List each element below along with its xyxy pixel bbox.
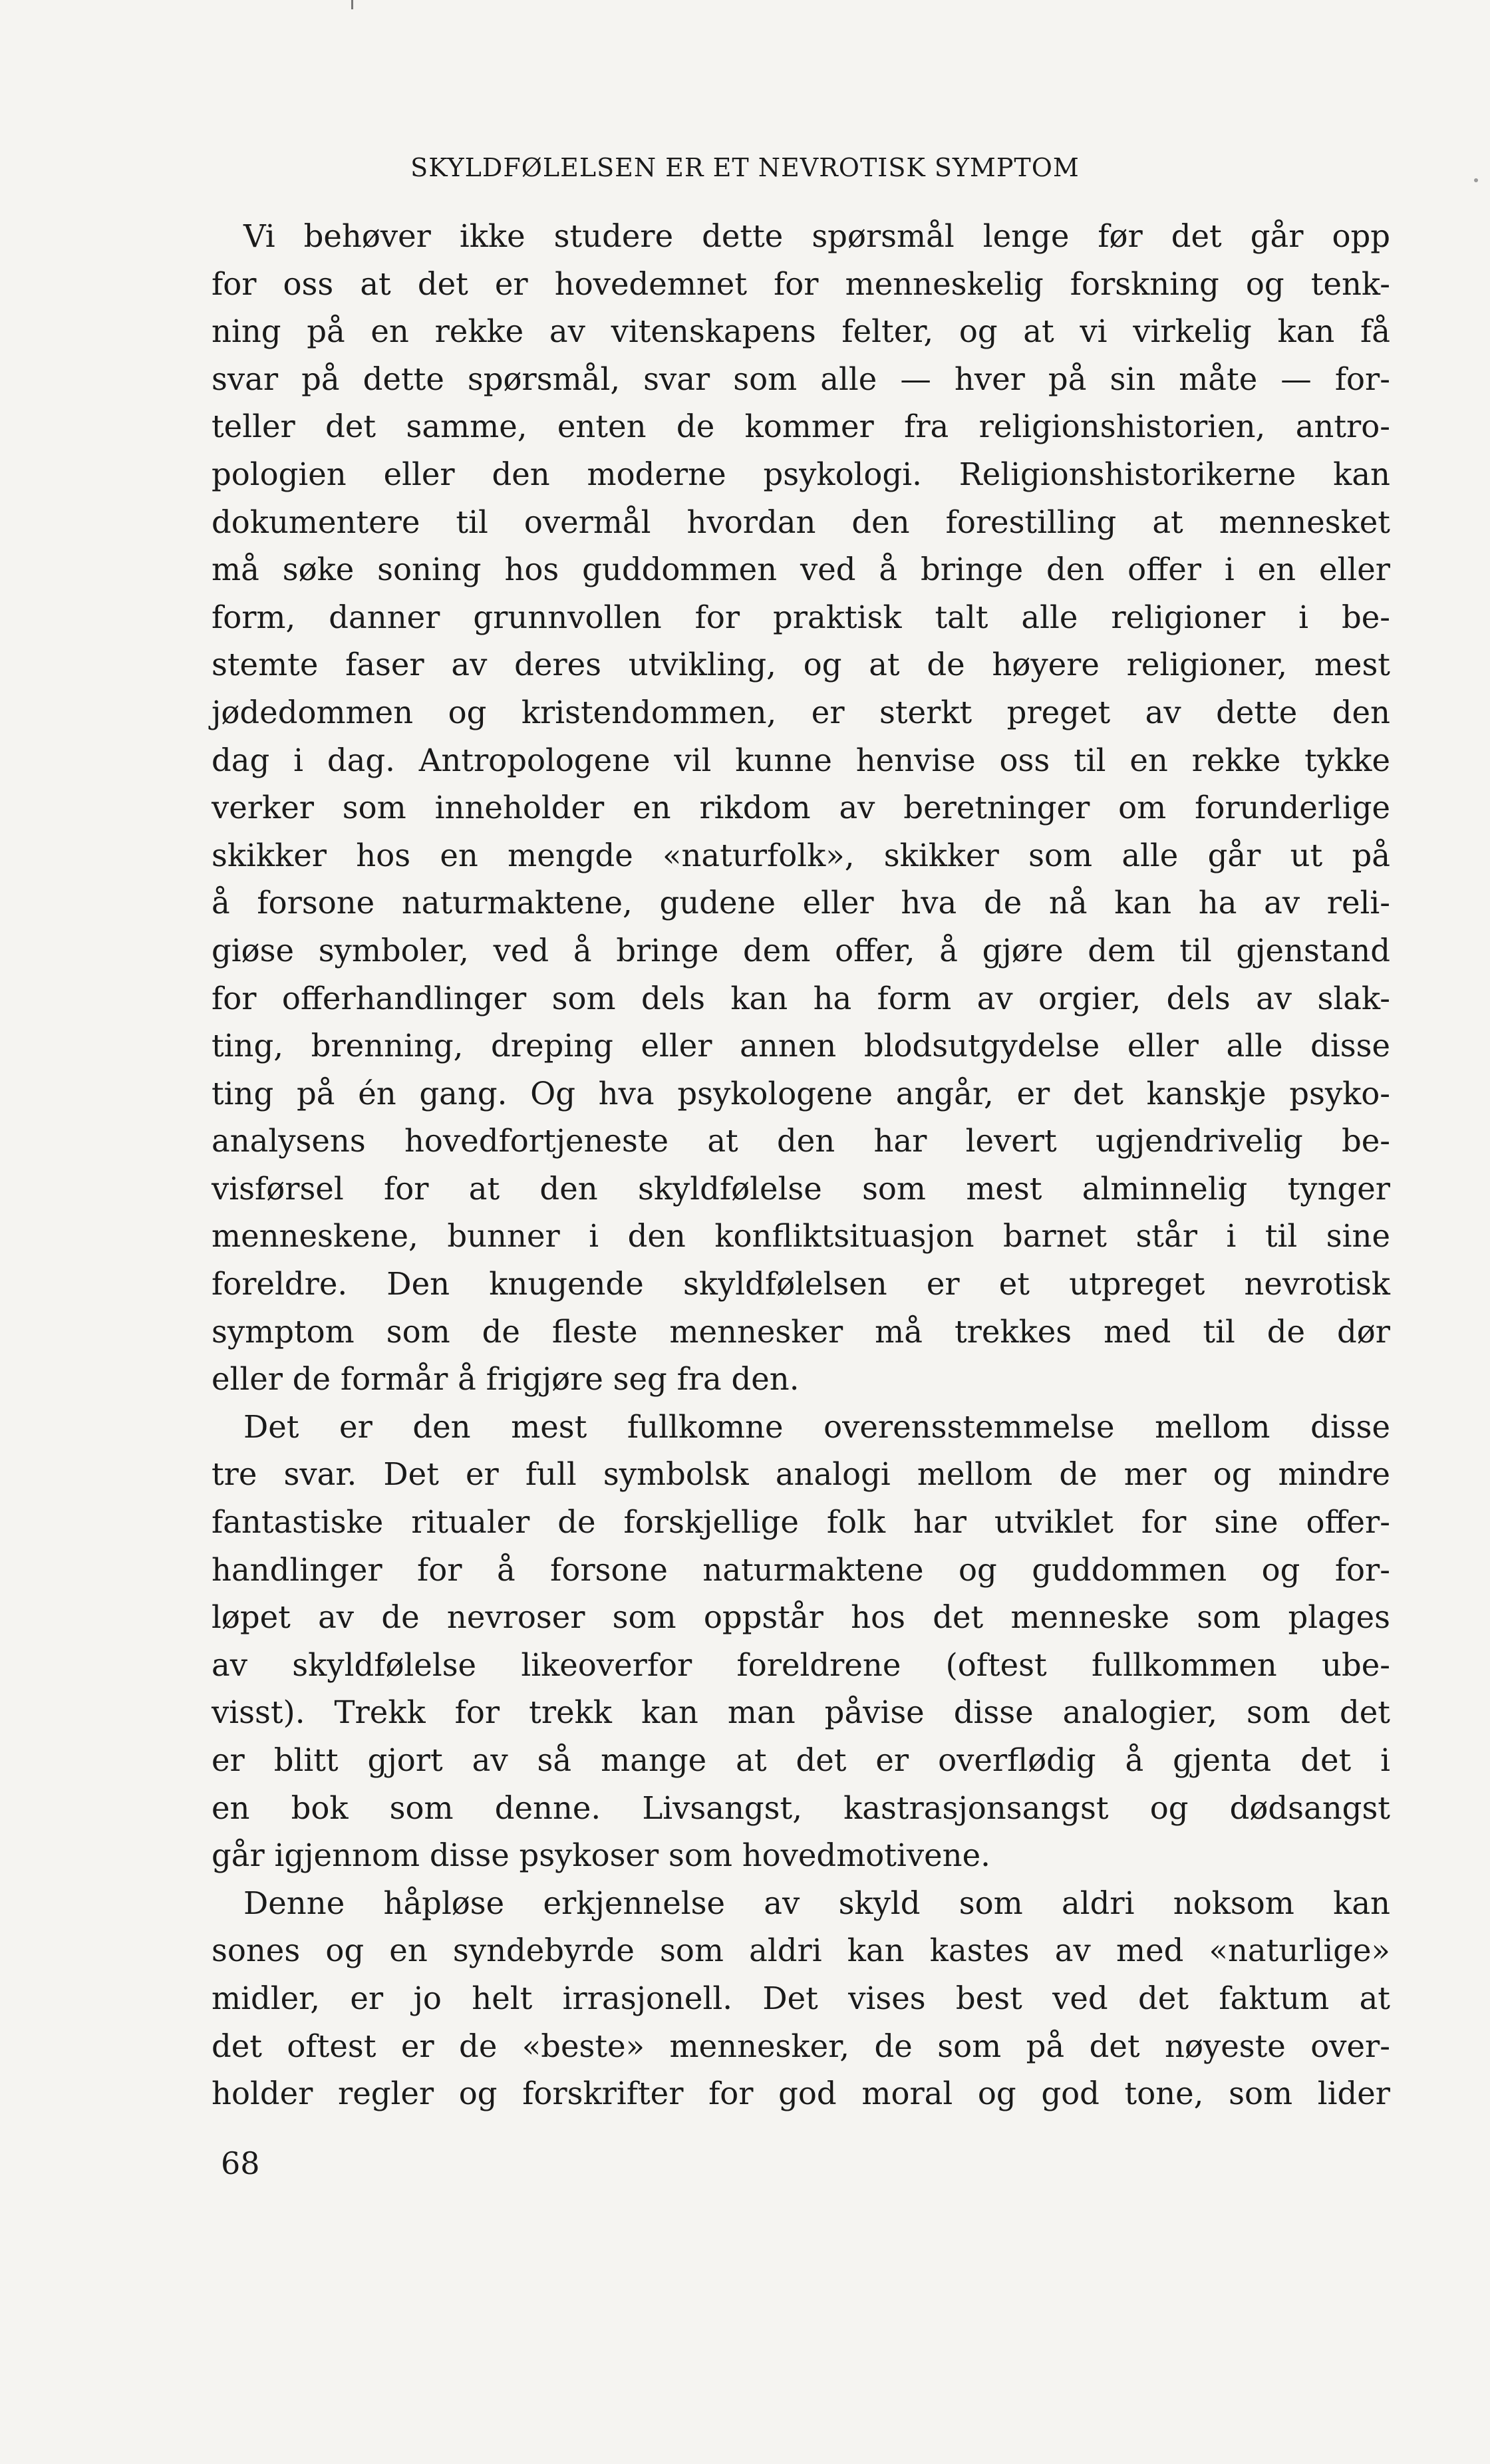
text-line: verker som inneholder en rikdom av beretninger om forunderlige <box>212 790 1390 826</box>
text-line: foreldre. Den knugende skyldfølelsen er et utpreget nevrotisk <box>212 1266 1390 1303</box>
text-line: det oftest er de «beste» mennesker, de som på det nøyeste over- <box>212 2028 1390 2064</box>
text-line: Vi behøver ikke studere dette spørsmål lenge før det går opp <box>243 218 1390 254</box>
text-line: handlinger for å forsone naturmaktene og guddommen og for- <box>212 1551 1390 1588</box>
text-line: for oss at det er hovedemnet for menneskelig forskning og tenk- <box>212 265 1390 302</box>
text-line: symptom som de fleste mennesker må trekkes med til de dør <box>212 1313 1390 1350</box>
text-line: går igjennom disse psykoser som hovedmotivene. <box>212 1837 990 1874</box>
text-line: stemte faser av deres utvikling, og at de høyere religioner, mest <box>212 647 1390 683</box>
text-line: Denne håpløse erkjennelse av skyld som aldri noksom kan <box>243 1885 1390 1921</box>
text-line: dag i dag. Antropologene vil kunne henvise oss til en rekke tykke <box>212 742 1390 778</box>
text-line: er blitt gjort av så mange at det er overflødig å gjenta det i <box>212 1742 1390 1778</box>
text-line: giøse symboler, ved å bringe dem offer, å gjøre dem til gjenstand <box>212 932 1390 969</box>
text-line: ning på en rekke av vitenskapens felter, og at vi virkelig kan få <box>212 313 1390 350</box>
text-line: form, danner grunnvollen for praktisk talt alle religioner i be- <box>212 599 1390 635</box>
text-line: må søke soning hos guddommen ved å bringe den offer i en eller <box>212 551 1390 588</box>
text-line: eller de formår å frigjøre seg fra den. <box>212 1361 800 1398</box>
text-line: Det er den mest fullkomne overensstemmelse mellom disse <box>243 1408 1390 1445</box>
scan-mark <box>351 0 353 9</box>
text-line: teller det samme, enten de kommer fra religionshistorien, antro- <box>212 408 1390 445</box>
text-line: ting, brenning, dreping eller annen blodsutgydelse eller alle disse <box>212 1028 1390 1064</box>
text-line: visførsel for at den skyldfølelse som mest alminnelig tynger <box>212 1170 1390 1207</box>
text-line: visst). Trekk for trekk kan man påvise disse analogier, som det <box>212 1694 1390 1731</box>
text-line: menneskene, bunner i den konfliktsituasjon barnet står i til sine <box>212 1218 1390 1255</box>
text-line: midler, er jo helt irrasjonell. Det vises best ved det faktum at <box>212 1980 1390 2016</box>
text-line: for offerhandlinger som dels kan ha form av orgier, dels av slak- <box>212 980 1390 1016</box>
text-line: av skyldfølelse likeoverfor foreldrene (oftest fullkommen ube- <box>212 1646 1390 1683</box>
text-line: svar på dette spørsmål, svar som alle — hver på sin måte — for- <box>212 361 1390 397</box>
text-line: jødedommen og kristendommen, er sterkt preget av dette den <box>212 694 1390 730</box>
text-line: sones og en syndebyrde som aldri kan kastes av med «naturlige» <box>212 1932 1390 1969</box>
page-number: 68 <box>221 2145 260 2181</box>
text-line: analysens hovedfortjeneste at den har levert ugjendrivelig be- <box>212 1123 1390 1159</box>
text-line: en bok som denne. Livsangst, kastrasjonsangst og dødsangst <box>212 1789 1390 1826</box>
body-text <box>212 213 1390 2118</box>
running-head: SKYLDFØLELSEN ER ET NEVROTISK SYMPTOM <box>410 153 1080 182</box>
text-line: løpet av de nevroser som oppstår hos det menneske som plages <box>212 1599 1390 1636</box>
text-line: ting på én gang. Og hva psykologene angår, er det kanskje psyko- <box>212 1075 1390 1112</box>
text-line: dokumentere til overmål hvordan den forestilling at mennesket <box>212 504 1390 540</box>
text-line: tre svar. Det er full symbolsk analogi mellom de mer og mindre <box>212 1456 1390 1493</box>
text-line: å forsone naturmaktene, gudene eller hva de nå kan ha av reli- <box>212 885 1390 921</box>
text-line: pologien eller den moderne psykologi. Religionshistorikerne kan <box>212 456 1390 492</box>
text-line: holder regler og forskrifter for god moral og god tone, som lider <box>212 2076 1390 2112</box>
text-line: fantastiske ritualer de forskjellige folk har utviklet for sine offer- <box>212 1504 1390 1541</box>
text-line: skikker hos en mengde «naturfolk», skikker som alle går ut på <box>212 837 1390 873</box>
